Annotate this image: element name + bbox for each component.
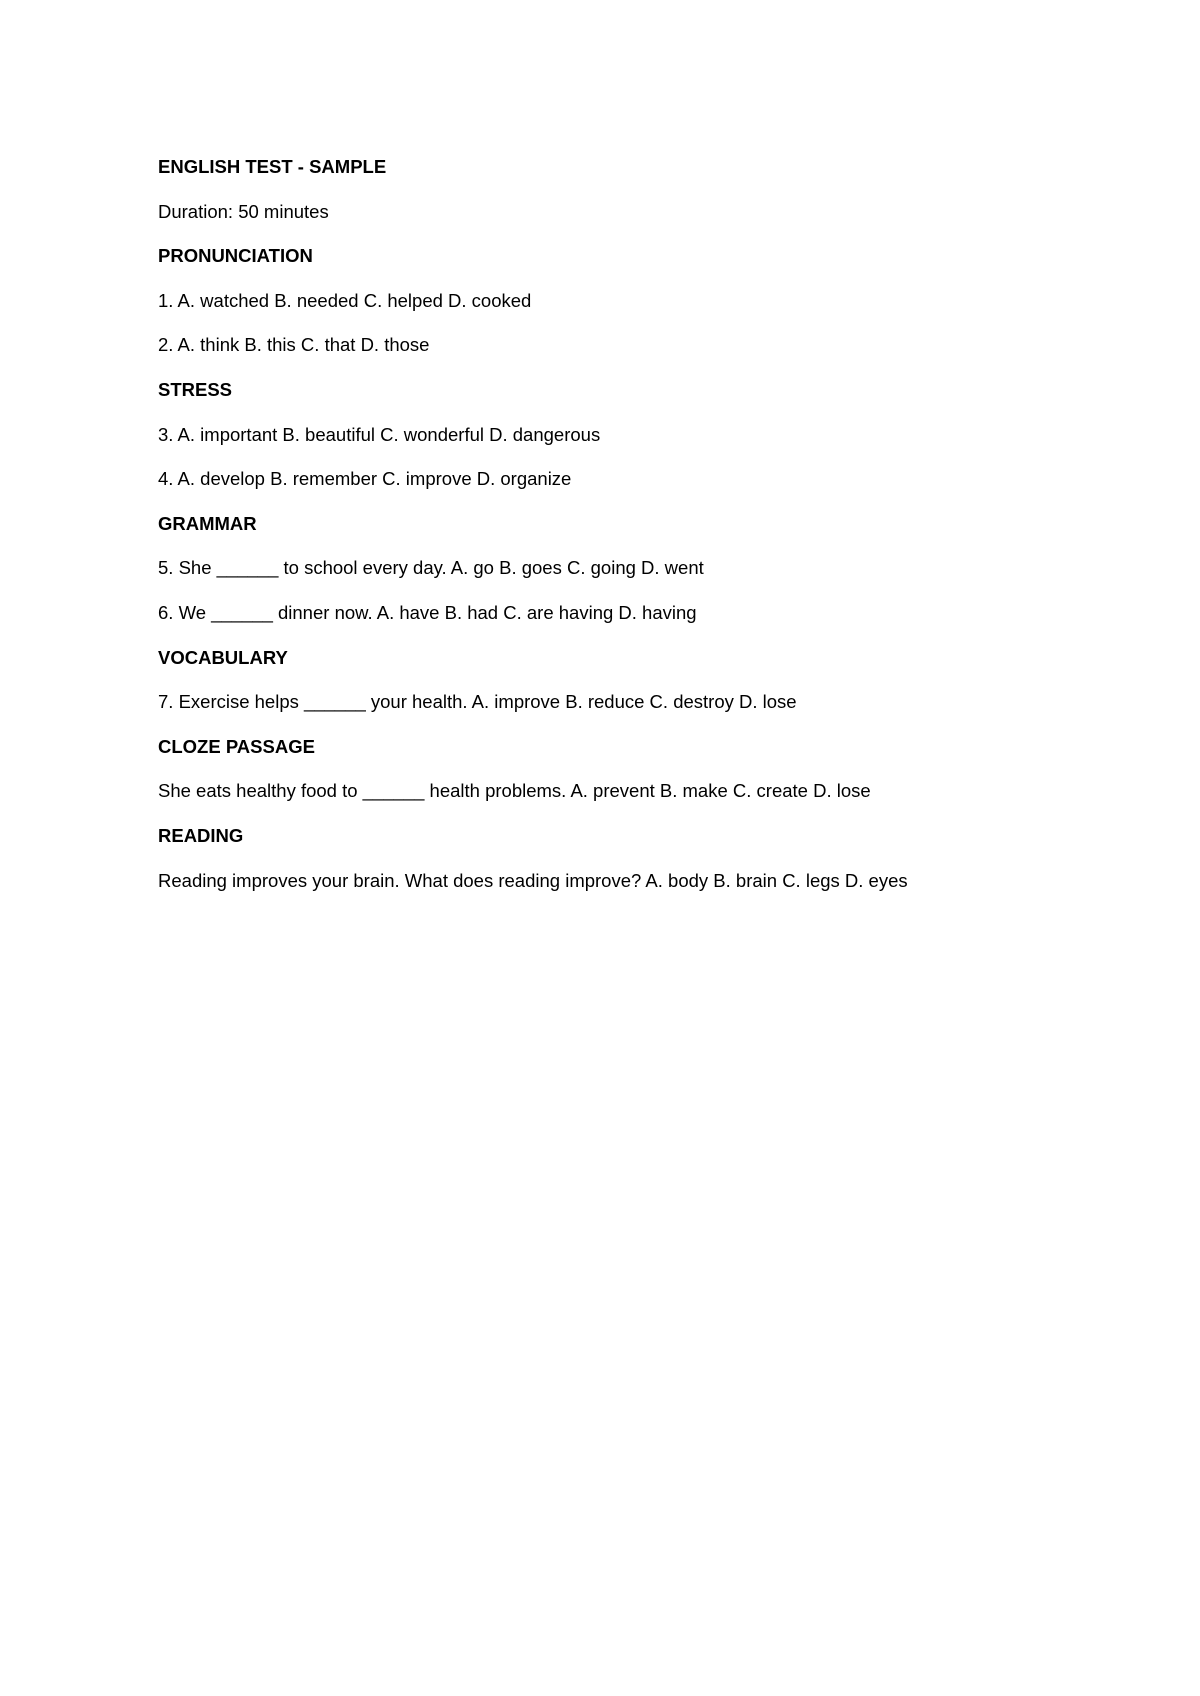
section-heading-pronunciation: PRONUNCIATION	[158, 245, 313, 267]
section-heading-stress: STRESS	[158, 378, 233, 400]
section-heading-grammar: GRAMMAR	[158, 512, 257, 534]
reading-question: Reading improves your brain. What does reading improve? A. body B. brain C. legs D. eyes	[158, 869, 908, 891]
question-6: 6. We ______ dinner now. A. have B. had C. are having D. having	[158, 601, 697, 623]
document-title: ENGLISH TEST - SAMPLE	[158, 156, 387, 177]
question-1: 1. A. watched B. needed C. helped D. cooked	[158, 289, 532, 311]
section-heading-cloze-passage: CLOZE PASSAGE	[158, 735, 315, 757]
question-3: 3. A. important B. beautiful C. wonderful D. dangerous	[158, 423, 601, 445]
question-7: 7. Exercise helps ______ your health. A. improve B. reduce C. destroy D. lose	[158, 691, 797, 713]
section-heading-reading: READING	[158, 824, 244, 846]
question-2: 2. A. think B. this C. that D. those	[158, 334, 430, 356]
question-4: 4. A. develop B. remember C. improve D. organize	[158, 468, 572, 490]
question-5: 5. She ______ to school every day. A. go B. goes C. going D. went	[158, 557, 704, 579]
duration-text: Duration: 50 minutes	[158, 200, 329, 222]
document-page	[158, 156, 1118, 914]
cloze-question: She eats healthy food to ______ health problems. A. prevent B. make C. create D. lose	[158, 780, 871, 802]
section-heading-vocabulary: VOCABULARY	[158, 646, 288, 668]
